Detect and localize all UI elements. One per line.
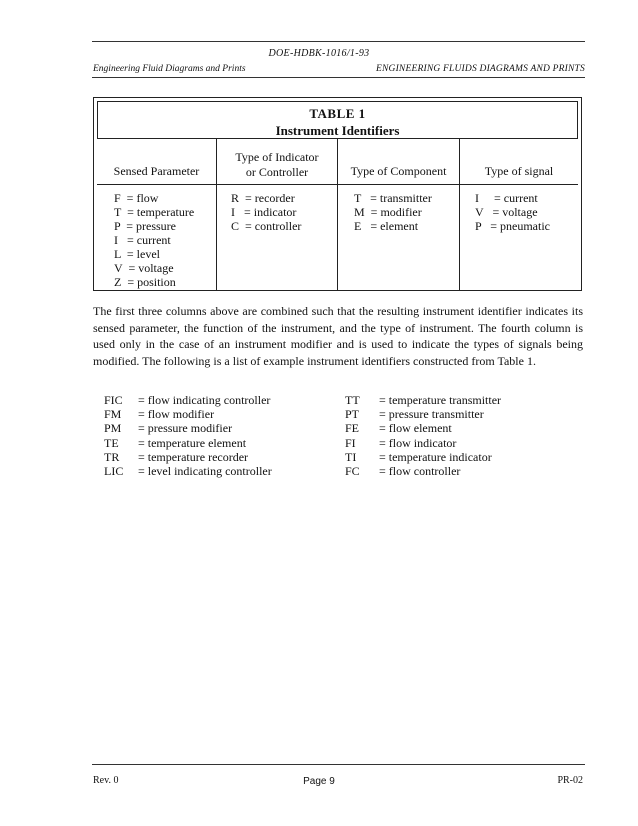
document-number: DOE-HDBK-1016/1-93 bbox=[268, 48, 370, 59]
example-row bbox=[104, 464, 272, 478]
examples-left-column bbox=[104, 393, 272, 478]
list-item: I = current bbox=[475, 191, 538, 205]
example-row bbox=[345, 436, 501, 450]
table-title: TABLE 1 bbox=[309, 106, 366, 121]
example-code: FIC bbox=[104, 393, 123, 407]
body-paragraph: The first three columns above are combined such that the resulting instrument identifier indicates its sensed parameter, the function of the instrument, and the type of instrument. The fourth column is used only in the case of an instrument modifier and is used to indicate the types of signals being modified. The following is a list of example instrument identifiers constructed from Table 1. bbox=[93, 304, 583, 368]
column-header-indicator-line2: or Controller bbox=[245, 165, 309, 179]
example-description: = flow indicating controller bbox=[138, 393, 271, 407]
example-code: TE bbox=[104, 435, 119, 450]
example-code: TT bbox=[345, 393, 360, 407]
table-column-divider bbox=[337, 139, 338, 290]
list-item: P = pressure bbox=[114, 219, 176, 233]
example-description: = flow element bbox=[379, 421, 452, 436]
signal-list bbox=[475, 191, 550, 233]
header-left-title: Engineering Fluid Diagrams and Prints bbox=[93, 64, 246, 74]
table-title-box bbox=[97, 101, 578, 139]
module-code: PR-02 bbox=[557, 775, 583, 786]
example-row bbox=[345, 393, 501, 407]
example-description: = flow controller bbox=[379, 464, 461, 479]
list-item: R = recorder bbox=[231, 191, 295, 205]
column-header-indicator bbox=[217, 150, 337, 180]
example-code: FC bbox=[345, 464, 360, 479]
example-row bbox=[104, 421, 272, 435]
list-item: T = transmitter bbox=[354, 191, 432, 205]
example-description: = temperature transmitter bbox=[379, 393, 502, 407]
list-item: P = pneumatic bbox=[475, 219, 550, 233]
list-item: E = element bbox=[354, 219, 419, 233]
example-code: LIC bbox=[104, 464, 124, 479]
revision-label: Rev. 0 bbox=[93, 775, 119, 786]
list-item: M = modifier bbox=[354, 205, 422, 219]
example-row bbox=[345, 407, 501, 421]
example-code: FI bbox=[345, 435, 356, 450]
example-description: = level indicating controller bbox=[138, 464, 272, 479]
example-description: = temperature indicator bbox=[379, 449, 492, 464]
example-code: TI bbox=[345, 449, 357, 464]
table-column-divider bbox=[459, 139, 460, 290]
example-description: = temperature element bbox=[138, 435, 247, 450]
list-item: V = voltage bbox=[475, 205, 538, 219]
list-item: T = temperature bbox=[114, 205, 195, 219]
example-description: = flow modifier bbox=[138, 407, 215, 422]
list-item: C = controller bbox=[231, 219, 302, 233]
example-row bbox=[104, 393, 272, 407]
example-row bbox=[104, 450, 272, 464]
header-top-rule bbox=[92, 41, 585, 42]
header-bottom-rule bbox=[92, 77, 585, 78]
header-right-title: ENGINEERING FLUIDS DIAGRAMS AND PRINTS bbox=[375, 64, 585, 74]
sensed-parameter-list bbox=[114, 191, 194, 289]
footer-rule bbox=[92, 764, 585, 765]
table-subtitle: Instrument Identifiers bbox=[275, 123, 400, 138]
page-number: Page 9 bbox=[303, 776, 335, 787]
example-description: = pressure transmitter bbox=[379, 407, 484, 422]
example-code: TR bbox=[104, 449, 120, 464]
list-item: F = flow bbox=[114, 191, 159, 205]
example-code: PT bbox=[345, 407, 360, 422]
example-description: = temperature recorder bbox=[138, 449, 249, 464]
example-code: FE bbox=[345, 421, 360, 436]
example-row bbox=[104, 436, 272, 450]
examples-right-column bbox=[345, 393, 501, 478]
column-header-component: Type of Component bbox=[350, 164, 447, 178]
example-row bbox=[345, 464, 501, 478]
list-item: L = level bbox=[114, 247, 160, 261]
list-item: I = indicator bbox=[231, 205, 297, 219]
example-row bbox=[104, 407, 272, 421]
example-row bbox=[345, 421, 501, 435]
example-description: = flow indicator bbox=[379, 435, 457, 450]
list-item: I = current bbox=[114, 233, 171, 247]
example-description: = pressure modifier bbox=[138, 421, 233, 436]
example-code: PM bbox=[104, 421, 122, 436]
column-header-signal: Type of signal bbox=[484, 164, 554, 178]
indicator-controller-list bbox=[231, 191, 301, 233]
example-code: FM bbox=[104, 407, 122, 422]
column-header-sensed: Sensed Parameter bbox=[113, 164, 200, 178]
column-header-indicator-line1: Type of Indicator bbox=[235, 150, 319, 164]
example-row bbox=[345, 450, 501, 464]
list-item: V = voltage bbox=[114, 261, 174, 275]
list-item: Z = position bbox=[114, 275, 176, 289]
component-list bbox=[354, 191, 432, 233]
